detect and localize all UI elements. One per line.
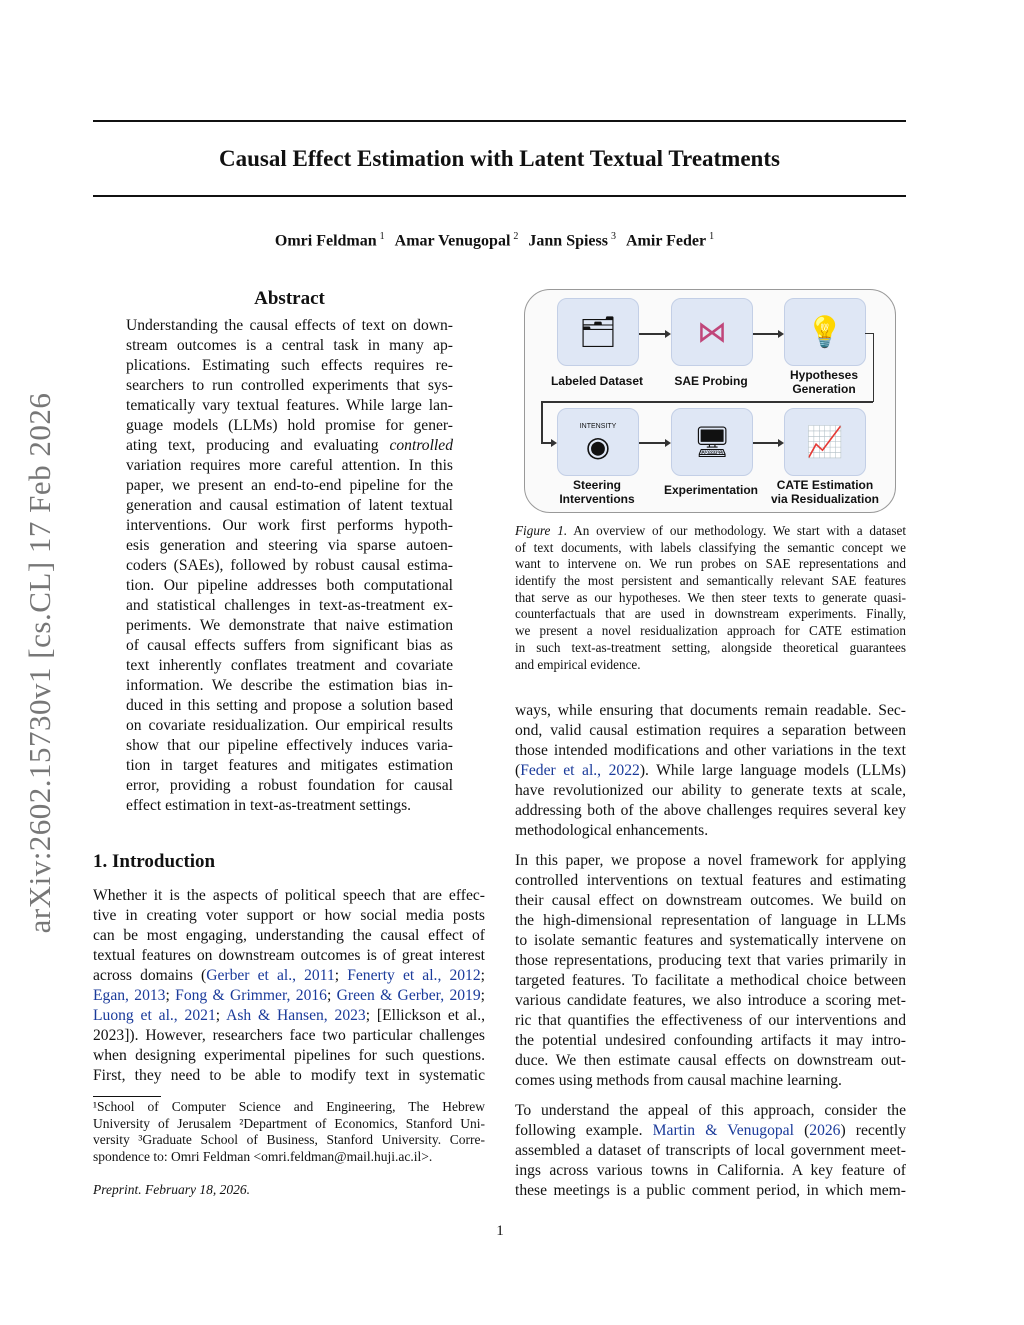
citation-link[interactable]: Ash & Hansen, 2023 <box>226 1007 366 1024</box>
text-line: their causal effect on downstream outcomes. We build on <box>515 892 906 909</box>
text-line: these meetings is a public comment period, in which mem- <box>515 1182 906 1199</box>
text-line: searchers to run controlled experiments that sys- <box>126 377 453 394</box>
text-line: spondence to: Omri Feldman <omri.feldman@mail.huji.ac.il>. <box>93 1149 433 1165</box>
affiliation-marker: 1 <box>709 231 715 242</box>
text-line: paper, we present an end-to-end pipeline for the <box>126 477 453 494</box>
figure-1-caption <box>515 523 906 673</box>
right-paragraph-1 <box>515 701 906 841</box>
text-line: esis generation and steering via sparse autoen- <box>126 537 453 554</box>
labeled-dataset-icon: 🗂 <box>557 298 639 366</box>
text-line: tion. Our pipeline addresses both computational <box>126 577 453 594</box>
text-line: ating text, producing and evaluating controlled <box>126 437 453 454</box>
author-name: Jann Spiess <box>528 232 608 250</box>
text-line: comes using methods from causal machine learning. <box>515 1072 842 1089</box>
right-paragraph-3 <box>515 1101 906 1201</box>
footnote-rule <box>93 1096 161 1097</box>
text-line: show that our pipeline effectively induces varia- <box>126 737 453 754</box>
text-line: interventions. Our work first performs hypoth- <box>126 517 453 534</box>
text-line: Whether it is the aspects of political speech that are effec- <box>93 887 485 904</box>
text-line: various candidate features, we also introduce a scoring met- <box>515 992 906 1009</box>
paper-title: Causal Effect Estimation with Latent Textual Treatments <box>219 146 780 171</box>
title-rule-top <box>93 120 906 122</box>
text-line: addressing both of the above challenges requires several key <box>515 802 906 819</box>
citation-link[interactable]: Egan, 2013 <box>93 987 166 1004</box>
text-line: on covariate residualization. Our empirical results <box>126 717 453 734</box>
text-line: textual features on downstream outcomes is of great interest <box>93 947 485 964</box>
text-line: methodological enhancements. <box>515 822 709 839</box>
text-line: the high-dimensional representation of language in LLMs <box>515 912 906 929</box>
text-line: those representations, producing text that varies primarily in <box>515 952 906 969</box>
text-line: duce. We then estimate causal effects on downstream out- <box>515 1052 906 1069</box>
text-line: in such text-as-treatment setting, alongside theoretical guarantees <box>515 639 906 655</box>
author-name: Amar Venugopal <box>394 232 511 250</box>
citation-link[interactable]: Fenerty et al., 2012 <box>347 967 481 984</box>
arxiv-identifier: arXiv:2602.15730v1 [cs.CL] 17 Feb 2026 <box>22 392 57 934</box>
text-line: have revolutionized our ability to generate texts at scale, <box>515 782 906 799</box>
text-line: tematically vary textual features. While large lan- <box>126 397 453 414</box>
text-line: ¹School of Computer Science and Engineering, The Hebrew <box>93 1099 485 1114</box>
arrow-icon <box>753 442 782 444</box>
citation-link[interactable]: Gerber et al., 2011 <box>206 967 335 984</box>
text-line: and statistical challenges in text-as-treatment ex- <box>126 597 453 614</box>
text-line: error, providing a robust foundation for causal <box>126 777 453 794</box>
text-line: identify the most persistent and semantically relevant SAE features <box>515 573 906 589</box>
text-line: information. We describe the estimation bias in- <box>126 677 453 694</box>
node-label: Hypotheses Generation <box>789 368 859 396</box>
text-line: the potential undesired confounding artifacts it may intro- <box>515 1032 906 1049</box>
text-line: we present a novel residualization approach for CATE estimation <box>515 623 906 639</box>
text-line: versity ³Graduate School of Business, Stanford University. Corre- <box>93 1132 485 1148</box>
knob-label: INTENSITY <box>579 422 617 430</box>
text-line: that serve as our hypotheses. We then steer texts to generate quasi- <box>515 589 906 605</box>
text-line: counterfactuals that are used in downstream experiments. Finally, <box>515 606 906 622</box>
title-rule-bottom <box>93 195 906 197</box>
scatter-plot-icon: 📈 <box>784 408 866 476</box>
text-line: ric that quantifies the effectiveness of our interventions and <box>515 1012 906 1029</box>
text-line: and empirical evidence. <box>515 656 641 672</box>
text-line: effect estimation in text-as-treatment settings. <box>126 797 412 814</box>
text-line: Figure 1. An overview of our methodology. We start with a dataset <box>515 523 906 538</box>
text-line: controlled interventions on textual features and estimating <box>515 872 906 889</box>
arrow-icon <box>753 333 782 335</box>
text-line: First, they need to be able to modify text in systematic <box>93 1067 485 1084</box>
intensity-knob-icon <box>557 408 639 476</box>
introduction-heading: 1. Introduction <box>93 851 216 872</box>
author-name: Omri Feldman <box>274 232 377 250</box>
arrow-icon <box>639 333 669 335</box>
text-line: (Feder et al., 2022). While large language models (LLMs) <box>515 762 906 779</box>
text-line: when designing experimental pipelines for such questions. <box>93 1047 485 1064</box>
text-line: In this paper, we propose a novel framework for applying <box>515 852 906 869</box>
arrow-icon <box>639 442 669 444</box>
footnote-affiliations <box>93 1099 485 1166</box>
text-line: of text documents, with labels classifying the semantic concept we <box>515 539 906 555</box>
text-line: targeted features. To facilitate a methodical choice between <box>515 972 906 989</box>
text-line: duced in this setting and propose a solution based <box>126 697 453 714</box>
citation-link[interactable]: Luong et al., 2021 <box>93 1007 216 1024</box>
connector-line <box>541 401 543 442</box>
preprint-date: Preprint. February 18, 2026. <box>93 1182 250 1197</box>
text-line: Egan, 2013; Fong & Grimmer, 2016; Green & Gerber, 2019; <box>93 987 485 1004</box>
author-name: Amir Feder <box>625 232 707 250</box>
text-line: University of Jerusalem ²Department of Economics, Stanford Uni- <box>93 1115 485 1131</box>
text-line: of causal effects suffers from significant bias as <box>126 637 453 654</box>
text-line: coders (SAEs), followed by robust causal estima- <box>126 557 453 574</box>
emphasis: controlled <box>389 437 453 454</box>
experiment-monitor-icon: 🖥 <box>671 408 753 476</box>
text-line: to isolate semantic features and systematically intervene on <box>515 932 906 949</box>
text-line: periments. We demonstrate that naive estimation <box>126 617 453 634</box>
citation-link[interactable]: Fong & Grimmer, 2016 <box>175 987 327 1004</box>
citation-link[interactable]: Martin & Venugopal <box>652 1122 794 1139</box>
text-line: plications. Estimating such effects requires re- <box>126 357 453 374</box>
text-line: tive in creating voter support or how social media posts <box>93 907 485 924</box>
citation-link[interactable]: Feder et al., 2022 <box>520 762 640 779</box>
text-line: ways, while ensuring that documents remain readable. Sec- <box>515 702 906 719</box>
text-line: want to intervene on. We run probes on SAE representations and <box>515 556 906 572</box>
node-label: CATE Estimation via Residualization <box>770 478 880 506</box>
arrow-icon <box>541 442 555 444</box>
text-line: assembled a dataset of transcripts of local government meet- <box>515 1142 906 1159</box>
text-line: across domains (Gerber et al., 2011; Fenerty et al., 2012; <box>93 967 485 984</box>
text-line: tion in target features and mitigates estimation <box>126 757 453 774</box>
text-line: To understand the appeal of this approach, consider the <box>515 1102 906 1119</box>
citation-link[interactable]: 2026 <box>809 1122 841 1139</box>
page-number: 1 <box>496 1223 504 1239</box>
node-label: Steering Interventions <box>559 478 635 506</box>
text-line: 2023]). However, researchers face two particular challenges <box>93 1027 485 1044</box>
text-line: stream outcomes is a central task in many ap- <box>126 337 453 354</box>
abstract-body <box>126 316 453 816</box>
abstract-heading: Abstract <box>254 288 325 309</box>
text-line: text inherently conflates treatment and covariate <box>126 657 453 674</box>
text-line: generation and causal estimation of latent textual <box>126 497 453 514</box>
neural-network-icon: ⋈ <box>671 298 753 366</box>
node-label: Experimentation <box>663 483 759 497</box>
text-line: those intended modifications and other variations in the text <box>515 742 906 759</box>
text-line: Understanding the causal effects of text on down- <box>126 317 453 334</box>
citation-link[interactable]: Green & Gerber, 2019 <box>336 987 481 1004</box>
text-line: ond, valid causal estimation requires a separation between <box>515 722 906 739</box>
introduction-body <box>93 886 485 1086</box>
knob-panel <box>580 422 617 463</box>
affiliation-marker: 3 <box>610 231 616 242</box>
text-line: ings across various towns in California. A key feature of <box>515 1162 906 1179</box>
knob-dial-icon: ◉ <box>585 430 611 462</box>
lightbulb-icon: 💡 <box>784 298 866 366</box>
affiliation-marker: 1 <box>379 231 385 242</box>
figure-1-methodology-diagram <box>524 289 896 513</box>
author-list <box>93 231 906 250</box>
text-line: Luong et al., 2021; Ash & Hansen, 2023; [Ellickson et al., <box>93 1007 486 1024</box>
text-line: can be most engaging, understanding the causal effect of <box>93 927 485 944</box>
text-line: following example. Martin & Venugopal (2026) recently <box>515 1122 907 1139</box>
text-line: variation requires more careful attention. In this <box>126 457 453 474</box>
connector-line <box>541 401 873 403</box>
node-label: SAE Probing <box>674 374 748 388</box>
node-label: Labeled Dataset <box>550 374 644 388</box>
affiliation-marker: 2 <box>513 231 519 242</box>
emphasis: Figure 1. <box>515 523 568 538</box>
text-line: guage models (LLMs) hold promise for gener- <box>126 417 453 434</box>
right-paragraph-2 <box>515 851 906 1091</box>
